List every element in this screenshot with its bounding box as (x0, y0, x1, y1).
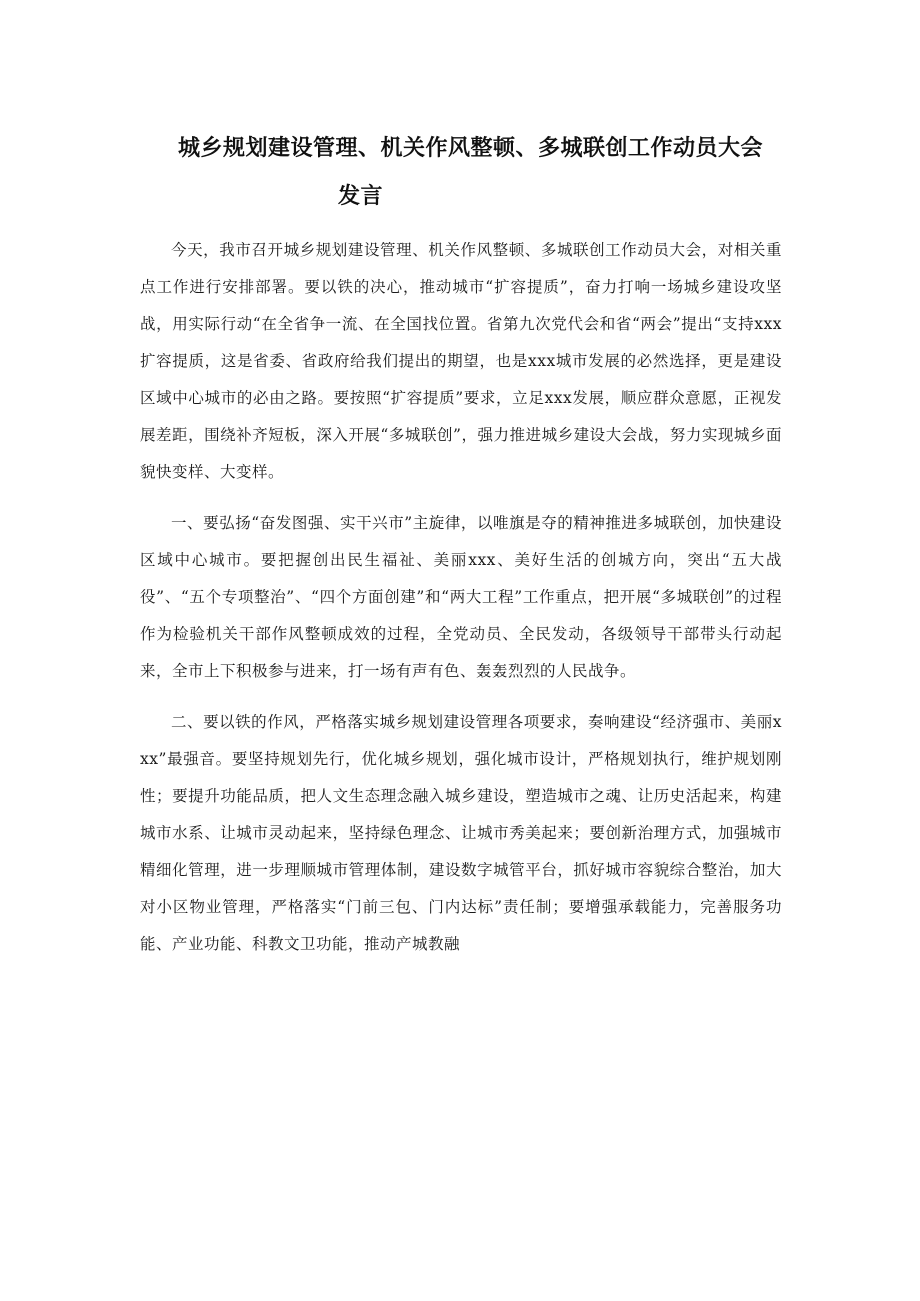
title-line-1: 城乡规划建设管理、机关作风整顿、多城联创工作动员大会 (178, 136, 764, 161)
document-body (140, 232, 782, 977)
document-title (150, 125, 790, 221)
paragraph-section-1: 一、要弘扬“奋发图强、实干兴市”主旋律，以唯旗是夺的精神推进多城联创，加快建设区域中心城市。要把握创出民生福祉、美丽xxx、美好生活的创城方向，突出“五大战役”、“五个专项整治”、“四个方面创建”和“两大工程”工作重点，把开展“多城联创”的过程作为检验机关干部作风整顿成效的过程，全党动员、全民发动，各级领导干部带头行动起来，全市上下积极参与进来，打一场有声有色、轰轰烈烈的人民战争。 (140, 514, 782, 680)
paragraph-intro: 今天，我市召开城乡规划建设管理、机关作风整顿、多城联创工作动员大会，对相关重点工作进行安排部署。要以铁的决心，推动城市“扩容提质”，奋力打响一场城乡建设攻坚战，用实际行动“在全省争一流、在全国找位置。省第九次党代会和省“两会”提出“支持xxx扩容提质，这是省委、省政府给我们提出的期望，也是xxx城市发展的必然选择，更是建设区域中心城市的必由之路。要按照“扩容提质”要求，立足xxx发展，顺应群众意愿，正视发展差距，围绕补齐短板，深入开展“多城联创”，强力推进城乡建设大会战，努力实现城乡面貌快变样、大变样。 (140, 241, 782, 481)
paragraph-section-2: 二、要以铁的作风，严格落实城乡规划建设管理各项要求，奏响建设“经济强市、美丽xxx”最强音。要坚持规划先行，优化城乡规划，强化城市设计，严格规划执行，维护规划刚性；要提升功能品质，把人文生态理念融入城乡建设，塑造城市之魂、让历史活起来，构建城市水系、让城市灵动起来，坚持绿色理念、让城市秀美起来；要创新治理方式，加强城市精细化管理，进一步理顺城市管理体制，建设数字城管平台，抓好城市容貌综合整治，加大对小区物业管理，严格落实“门前三包、门内达标”责任制；要增强承载能力，完善服务功能、产业功能、科教文卫功能，推动产城教融 (140, 713, 782, 953)
title-line-2: 发言 (338, 184, 384, 209)
